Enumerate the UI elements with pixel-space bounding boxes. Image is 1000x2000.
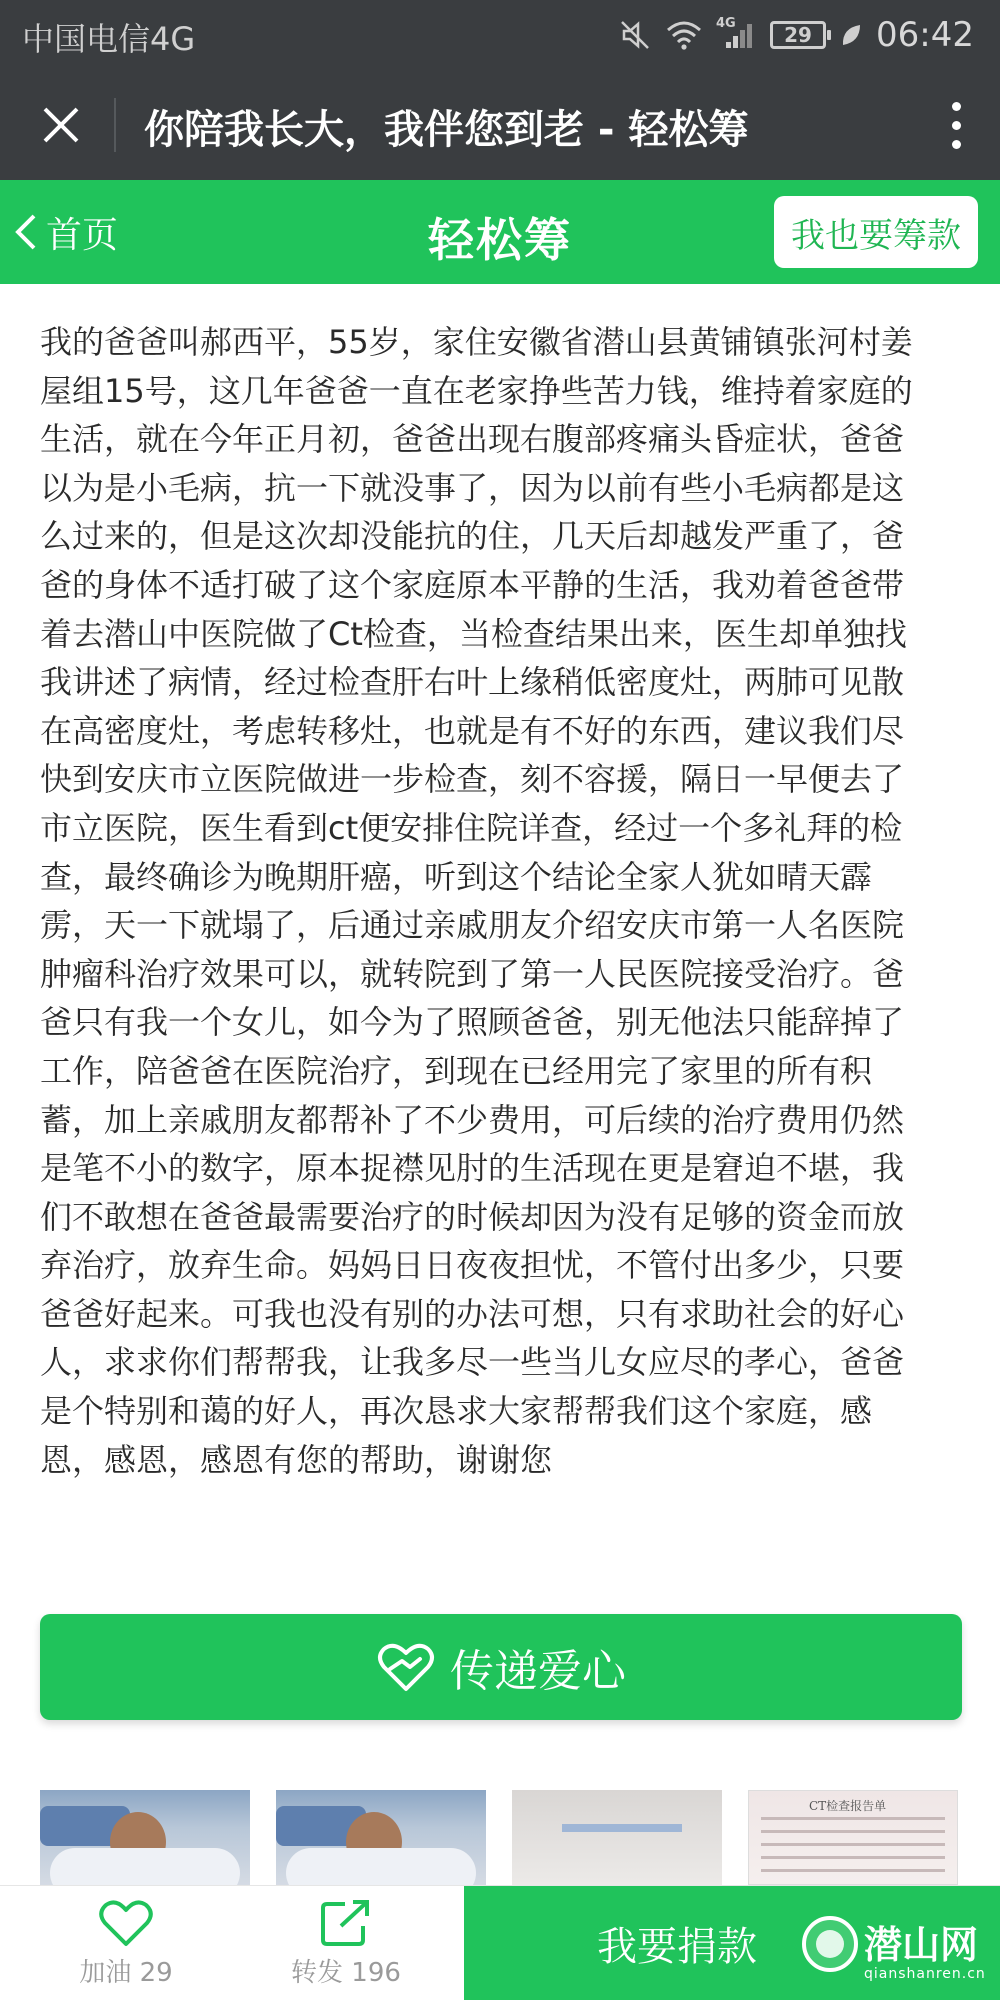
patient-photo[interactable] [40, 1790, 250, 1885]
story-line: 是笔不小的数字，原本捉襟见肘的生活现在更是窘迫不堪，我 [40, 1149, 905, 1188]
story-line: 着去潜山中医院做了Ct检查，当检查结果出来，医生却单独找 [40, 614, 907, 653]
ct-report-photo[interactable] [748, 1790, 958, 1885]
donate-button[interactable]: 我要捐款 [464, 1886, 1000, 2000]
back-label: 首页 [46, 214, 119, 256]
browser-title-bar [0, 70, 1000, 180]
photo-gallery [40, 1790, 962, 1885]
title-divider [114, 98, 116, 152]
leaf-icon [840, 22, 862, 48]
watermark-name: 潜山网 [864, 1923, 979, 1967]
story-line: 爸的身体不适打破了这个家庭原本平静的生活，我劝着爸爸带 [40, 565, 905, 604]
close-button[interactable] [28, 92, 94, 158]
sheet-shape [286, 1848, 476, 1885]
more-dot-icon [952, 102, 961, 111]
watermark-domain: qianshanren.cn [864, 1966, 986, 1982]
clock: 06:42 [876, 15, 974, 55]
more-dot-icon [952, 140, 961, 149]
heart-icon [98, 1898, 154, 1948]
watermark-logo-icon [802, 1916, 858, 1972]
story-line: 蓄，加上亲戚朋友都帮补了不少费用，可后续的治疗费用仍然 [40, 1100, 905, 1139]
story-line: 市立医院，医生看到ct便安排住院详查，经过一个多礼拜的检 [40, 808, 903, 847]
share-icon [319, 1898, 373, 1948]
story-line: 在高密度灶，考虑转移灶，也就是有不好的东西，建议我们尽 [40, 711, 905, 750]
sheet-shape [50, 1848, 240, 1885]
story-line: 人，求求你们帮帮我，让我多尽一些当儿女应尽的孝心，爸爸 [40, 1343, 905, 1382]
pass-love-button[interactable] [40, 1614, 962, 1720]
document-photo[interactable] [512, 1790, 722, 1885]
status-bar [0, 0, 1000, 70]
story-line: 我的爸爸叫郝西平，55岁，家住安徽省潜山县黄铺镇张河村姜 [40, 323, 913, 361]
more-dot-icon [952, 121, 961, 130]
story-line: 爸爸好起来。可我也没有别的办法可想，只有求助社会的好心 [40, 1294, 905, 1333]
story-line: 我讲述了病情，经过检查肝右叶上缘稍低密度灶，两肺可见散 [40, 663, 905, 702]
network-type: 4G [716, 16, 736, 31]
site-watermark [802, 1912, 992, 1992]
patient-photo[interactable] [276, 1790, 486, 1885]
pass-love-label: 传递爱心 [450, 1646, 626, 1697]
cheer-button[interactable] [16, 1886, 236, 2000]
story-line: 恩，感恩，感恩有您的帮助，谢谢您 [40, 1440, 553, 1479]
story-line: 生活，就在今年正月初，爸爸出现右腹部疼痛头昏症状，爸爸 [40, 420, 905, 459]
ct-report-title: CT检查报告单 [809, 1799, 887, 1813]
carrier-name: 中国电信4G [22, 20, 196, 58]
story-text [40, 318, 966, 1484]
story-line: 肿瘤科治疗效果可以，就转院到了第一人民医院接受治疗。爸 [40, 954, 905, 993]
story-line: 工作，陪爸爸在医院治疗，到现在已经用完了家里的所有积 [40, 1051, 873, 1090]
signal-icon [716, 16, 756, 50]
status-icons [618, 12, 974, 58]
story-line: 是个特别和蔼的好人，再次恳求大家帮帮我们这个家庭，感 [40, 1392, 873, 1431]
more-menu-button[interactable] [936, 92, 976, 158]
cheer-label: 加油 29 [79, 1958, 173, 1988]
brand-logo-text: 轻松筹 [428, 213, 572, 267]
story-line: 雳，天一下就塌了，后通过亲戚朋友介绍安庆市第一人名医院 [40, 906, 905, 945]
close-icon [41, 105, 81, 145]
app-header [0, 180, 1000, 284]
battery-icon: 29 [770, 21, 826, 49]
story-line: 屋组15号，这几年爸爸一直在老家挣些苦力钱，维持着家庭的 [40, 371, 913, 410]
story-line: 快到安庆市立医院做进一步检查，刻不容援，隔日一早便去了 [40, 760, 905, 799]
story-line: 查，最终确诊为晚期肝癌，听到这个结论全家人犹如晴天霹 [40, 857, 873, 896]
story-line: 以为是小毛病，抗一下就没事了，因为以前有些小毛病都是这 [40, 468, 905, 507]
share-button[interactable] [236, 1886, 456, 2000]
page-title: 你陪我长大，我伴您到老 - 轻松筹 [144, 107, 749, 153]
story-line: 弃治疗，放弃生命。妈妈日日夜夜担忧，不管付出多少，只要 [40, 1246, 905, 1285]
story-line: 爸只有我一个女儿，如今为了照顾爸爸，别无他法只能辞掉了 [40, 1003, 905, 1042]
share-label: 转发 196 [291, 1958, 401, 1988]
heart-hands-icon [376, 1639, 436, 1695]
start-fundraiser-button[interactable]: 我也要筹款 [774, 196, 978, 268]
mute-icon [618, 18, 652, 52]
doc-strip [562, 1824, 682, 1832]
story-line: 们不敢想在爸爸最需要治疗的时候却因为没有足够的资金而放 [40, 1197, 905, 1236]
story-line: 么过来的，但是这次却没能抗的住，几天后却越发严重了，爸 [40, 517, 905, 556]
wifi-icon [666, 20, 702, 50]
